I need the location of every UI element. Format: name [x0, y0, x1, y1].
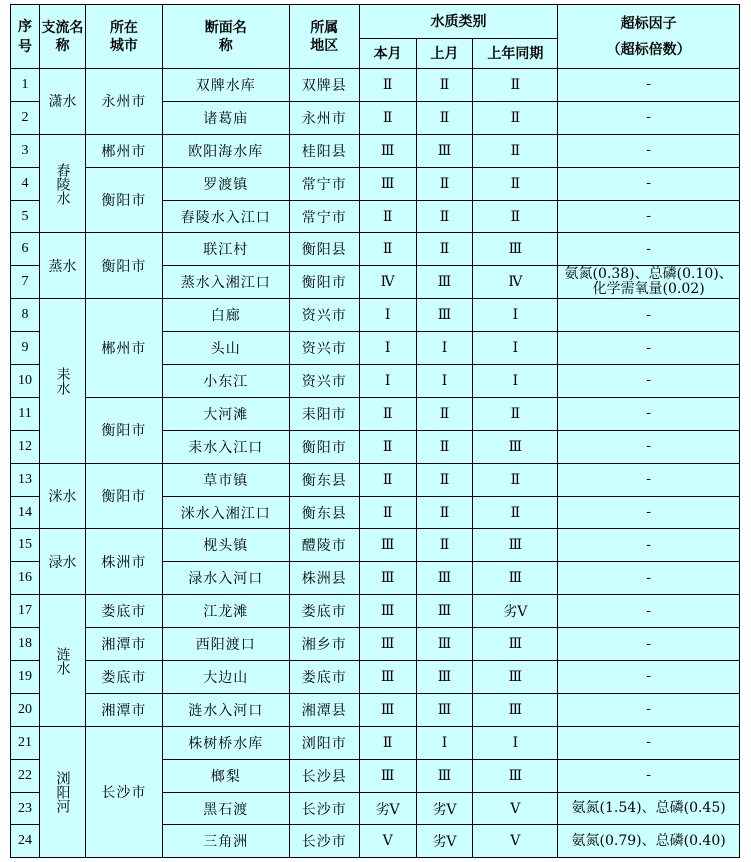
quality-this-month-cell: Ⅲ — [359, 167, 416, 200]
quality-this-month-cell: Ⅳ — [359, 266, 416, 299]
quality-this-month-cell: Ⅲ — [359, 693, 416, 726]
exceed-factor-cell: - — [558, 101, 740, 134]
header-region: 所属地区 — [289, 5, 359, 69]
quality-last-year-cell: Ⅲ — [473, 661, 558, 694]
quality-last-month-cell: Ⅲ — [416, 562, 473, 595]
region-cell: 资兴市 — [289, 365, 359, 398]
quality-last-month-cell: Ⅱ — [416, 496, 473, 529]
quality-this-month-cell: Ⅲ — [359, 759, 416, 792]
header-last-month: 上月 — [416, 39, 473, 69]
quality-last-month-cell: Ⅱ — [416, 69, 473, 102]
table-body — [11, 69, 740, 858]
branch-cell: 渌水 — [39, 529, 85, 595]
city-cell: 衡阳市 — [85, 167, 162, 233]
exceed-factor-cell: - — [558, 397, 740, 430]
quality-this-month-cell: Ⅱ — [359, 397, 416, 430]
quality-last-year-cell: Ⅲ — [473, 562, 558, 595]
region-cell: 湘潭县 — [289, 693, 359, 726]
seq-cell: 24 — [11, 825, 40, 858]
region-cell: 长沙县 — [289, 759, 359, 792]
quality-last-month-cell: Ⅱ — [416, 200, 473, 233]
seq-cell: 9 — [11, 332, 40, 365]
quality-this-month-cell: Ⅰ — [359, 299, 416, 332]
quality-last-year-cell: Ⅲ — [473, 628, 558, 661]
seq-cell: 22 — [11, 759, 40, 792]
seq-cell: 10 — [11, 365, 40, 398]
city-cell: 永州市 — [85, 69, 162, 135]
seq-cell: 23 — [11, 792, 40, 825]
quality-last-month-cell: Ⅲ — [416, 693, 473, 726]
city-cell: 衡阳市 — [85, 463, 162, 529]
region-cell: 醴陵市 — [289, 529, 359, 562]
quality-this-month-cell: Ⅱ — [359, 101, 416, 134]
region-cell: 浏阳市 — [289, 726, 359, 759]
region-cell: 长沙市 — [289, 825, 359, 858]
quality-this-month-cell: 劣Ⅴ — [359, 792, 416, 825]
exceed-factor-cell: 氨氮(0.38)、总磷(0.10)、化学需氧量(0.02) — [558, 266, 740, 299]
quality-this-month-cell: Ⅲ — [359, 595, 416, 628]
quality-last-year-cell: 劣Ⅴ — [473, 595, 558, 628]
quality-this-month-cell: Ⅰ — [359, 332, 416, 365]
region-cell: 常宁市 — [289, 167, 359, 200]
header-this-month: 本月 — [359, 39, 416, 69]
region-cell: 衡东县 — [289, 463, 359, 496]
section-cell: 白廊 — [162, 299, 289, 332]
quality-this-month-cell: Ⅲ — [359, 562, 416, 595]
quality-this-month-cell: Ⅱ — [359, 496, 416, 529]
city-cell: 郴州市 — [85, 299, 162, 398]
exceed-factor-cell: - — [558, 430, 740, 463]
seq-cell: 16 — [11, 562, 40, 595]
section-cell: 联江村 — [162, 233, 289, 266]
exceed-factor-cell: - — [558, 200, 740, 233]
exceed-factor-cell: 氨氮(1.54)、总磷(0.45) — [558, 792, 740, 825]
section-cell: 蒸水入湘江口 — [162, 266, 289, 299]
section-cell: 榔梨 — [162, 759, 289, 792]
seq-cell: 6 — [11, 233, 40, 266]
branch-cell: 洣水 — [39, 463, 85, 529]
table-row — [11, 693, 740, 726]
section-cell: 渌水入河口 — [162, 562, 289, 595]
seq-cell: 13 — [11, 463, 40, 496]
table-row — [11, 167, 740, 200]
region-cell: 长沙市 — [289, 792, 359, 825]
region-cell: 衡阳市 — [289, 430, 359, 463]
table-row — [11, 529, 740, 562]
branch-cell: 舂陵水 — [39, 134, 85, 233]
region-cell: 资兴市 — [289, 299, 359, 332]
exceed-factor-cell: - — [558, 496, 740, 529]
quality-last-year-cell: Ⅱ — [473, 69, 558, 102]
section-cell: 三角洲 — [162, 825, 289, 858]
seq-cell: 8 — [11, 299, 40, 332]
quality-last-month-cell: 劣Ⅴ — [416, 792, 473, 825]
quality-last-month-cell: Ⅱ — [416, 529, 473, 562]
table-row — [11, 628, 740, 661]
city-cell: 衡阳市 — [85, 233, 162, 299]
quality-last-year-cell: Ⅲ — [473, 529, 558, 562]
quality-last-month-cell: Ⅱ — [416, 167, 473, 200]
section-cell: 舂陵水入江口 — [162, 200, 289, 233]
exceed-factor-cell: - — [558, 365, 740, 398]
quality-last-year-cell: Ⅴ — [473, 792, 558, 825]
section-cell: 枧头镇 — [162, 529, 289, 562]
quality-last-year-cell: Ⅰ — [473, 299, 558, 332]
region-cell: 耒阳市 — [289, 397, 359, 430]
header-branch: 支流名称 — [39, 5, 85, 69]
region-cell: 衡东县 — [289, 496, 359, 529]
section-cell: 涟水入河口 — [162, 693, 289, 726]
exceed-factor-cell: - — [558, 299, 740, 332]
quality-last-year-cell: Ⅲ — [473, 430, 558, 463]
quality-last-year-cell: Ⅱ — [473, 397, 558, 430]
city-cell: 娄底市 — [85, 595, 162, 628]
table-row — [11, 726, 740, 759]
quality-last-month-cell: Ⅲ — [416, 299, 473, 332]
quality-last-month-cell: Ⅲ — [416, 134, 473, 167]
quality-last-month-cell: Ⅰ — [416, 332, 473, 365]
region-cell: 常宁市 — [289, 200, 359, 233]
seq-cell: 12 — [11, 430, 40, 463]
exceed-factor-cell: - — [558, 167, 740, 200]
quality-this-month-cell: Ⅲ — [359, 134, 416, 167]
quality-last-month-cell: 劣Ⅴ — [416, 825, 473, 858]
exceed-factor-cell: - — [558, 332, 740, 365]
seq-cell: 19 — [11, 661, 40, 694]
city-cell: 湘潭市 — [85, 628, 162, 661]
section-cell: 大边山 — [162, 661, 289, 694]
seq-cell: 5 — [11, 200, 40, 233]
seq-cell: 1 — [11, 69, 40, 102]
quality-last-year-cell: Ⅲ — [473, 693, 558, 726]
section-cell: 小东江 — [162, 365, 289, 398]
seq-cell: 2 — [11, 101, 40, 134]
quality-last-month-cell: Ⅱ — [416, 430, 473, 463]
branch-cell: 涟水 — [39, 595, 85, 727]
region-cell: 衡阳市 — [289, 266, 359, 299]
city-cell: 株洲市 — [85, 529, 162, 595]
region-cell: 娄底市 — [289, 661, 359, 694]
section-cell: 株树桥水库 — [162, 726, 289, 759]
section-cell: 欧阳海水库 — [162, 134, 289, 167]
quality-last-month-cell: Ⅱ — [416, 397, 473, 430]
table-row — [11, 233, 740, 266]
quality-last-year-cell: Ⅱ — [473, 167, 558, 200]
branch-cell: 潇水 — [39, 69, 85, 135]
quality-this-month-cell: Ⅱ — [359, 69, 416, 102]
branch-cell: 耒水 — [39, 299, 85, 463]
city-cell: 湘潭市 — [85, 693, 162, 726]
table-row — [11, 595, 740, 628]
exceed-factor-cell: - — [558, 661, 740, 694]
table-row — [11, 299, 740, 332]
exceed-factor-cell: - — [558, 134, 740, 167]
quality-last-month-cell: Ⅲ — [416, 628, 473, 661]
region-cell: 衡阳县 — [289, 233, 359, 266]
seq-cell: 11 — [11, 397, 40, 430]
quality-last-month-cell: Ⅲ — [416, 266, 473, 299]
region-cell: 双牌县 — [289, 69, 359, 102]
region-cell: 永州市 — [289, 101, 359, 134]
exceed-factor-cell: - — [558, 529, 740, 562]
exceed-factor-cell: - — [558, 759, 740, 792]
seq-cell: 20 — [11, 693, 40, 726]
table-row — [11, 397, 740, 430]
quality-this-month-cell: Ⅱ — [359, 233, 416, 266]
section-cell: 双牌水库 — [162, 69, 289, 102]
quality-this-month-cell: Ⅲ — [359, 661, 416, 694]
quality-this-month-cell: Ⅱ — [359, 726, 416, 759]
quality-last-year-cell: Ⅱ — [473, 200, 558, 233]
exceed-factor-cell: - — [558, 463, 740, 496]
header-seq: 序号 — [11, 5, 40, 69]
city-cell: 郴州市 — [85, 134, 162, 167]
table-row — [11, 661, 740, 694]
quality-this-month-cell: Ⅴ — [359, 825, 416, 858]
section-cell: 江龙滩 — [162, 595, 289, 628]
quality-this-month-cell: Ⅱ — [359, 200, 416, 233]
region-cell: 桂阳县 — [289, 134, 359, 167]
quality-last-year-cell: Ⅱ — [473, 101, 558, 134]
header-last-year: 上年同期 — [473, 39, 558, 69]
seq-cell: 18 — [11, 628, 40, 661]
quality-last-year-cell: Ⅱ — [473, 134, 558, 167]
quality-last-year-cell: Ⅲ — [473, 759, 558, 792]
section-cell: 头山 — [162, 332, 289, 365]
exceed-factor-cell: 氨氮(0.79)、总磷(0.40) — [558, 825, 740, 858]
section-cell: 黑石渡 — [162, 792, 289, 825]
quality-last-year-cell: Ⅲ — [473, 233, 558, 266]
table-header — [11, 5, 740, 69]
table-row — [11, 134, 740, 167]
quality-last-month-cell: Ⅲ — [416, 661, 473, 694]
quality-this-month-cell: Ⅲ — [359, 529, 416, 562]
quality-this-month-cell: Ⅱ — [359, 430, 416, 463]
table-row — [11, 69, 740, 102]
quality-last-month-cell: Ⅱ — [416, 233, 473, 266]
quality-this-month-cell: Ⅲ — [359, 628, 416, 661]
quality-last-year-cell: Ⅳ — [473, 266, 558, 299]
quality-last-month-cell: Ⅱ — [416, 463, 473, 496]
quality-last-year-cell: Ⅰ — [473, 365, 558, 398]
exceed-factor-cell: - — [558, 693, 740, 726]
exceed-factor-cell: - — [558, 562, 740, 595]
header-exceed-title: 超标因子 — [620, 15, 677, 32]
quality-last-month-cell: Ⅲ — [416, 595, 473, 628]
section-cell: 罗渡镇 — [162, 167, 289, 200]
city-cell: 长沙市 — [85, 726, 162, 858]
quality-last-month-cell: Ⅲ — [416, 759, 473, 792]
exceed-factor-cell: - — [558, 595, 740, 628]
quality-last-month-cell: Ⅰ — [416, 726, 473, 759]
quality-this-month-cell: Ⅱ — [359, 463, 416, 496]
section-cell: 洣水入湘江口 — [162, 496, 289, 529]
header-section: 断面名称 — [162, 5, 289, 69]
section-cell: 草市镇 — [162, 463, 289, 496]
region-cell: 株洲县 — [289, 562, 359, 595]
exceed-factor-cell: - — [558, 726, 740, 759]
region-cell: 娄底市 — [289, 595, 359, 628]
seq-cell: 21 — [11, 726, 40, 759]
quality-last-year-cell: Ⅰ — [473, 332, 558, 365]
section-cell: 诸葛庙 — [162, 101, 289, 134]
quality-last-year-cell: Ⅱ — [473, 496, 558, 529]
quality-last-year-cell: Ⅴ — [473, 825, 558, 858]
water-quality-table — [10, 4, 740, 858]
table-row — [11, 463, 740, 496]
water-quality-table-container — [10, 4, 740, 858]
city-cell: 衡阳市 — [85, 397, 162, 463]
seq-cell: 3 — [11, 134, 40, 167]
section-cell: 西阳渡口 — [162, 628, 289, 661]
quality-last-year-cell: Ⅰ — [473, 726, 558, 759]
seq-cell: 7 — [11, 266, 40, 299]
branch-cell: 浏阳河 — [39, 726, 85, 858]
exceed-factor-cell: - — [558, 69, 740, 102]
header-exceed — [558, 5, 740, 69]
seq-cell: 17 — [11, 595, 40, 628]
section-cell: 大河滩 — [162, 397, 289, 430]
region-cell: 湘乡市 — [289, 628, 359, 661]
header-city: 所在城市 — [85, 5, 162, 69]
header-water-quality: 水质类别 — [359, 5, 558, 39]
branch-cell: 蒸水 — [39, 233, 85, 299]
quality-last-year-cell: Ⅱ — [473, 463, 558, 496]
quality-last-month-cell: Ⅱ — [416, 101, 473, 134]
section-cell: 耒水入江口 — [162, 430, 289, 463]
quality-this-month-cell: Ⅰ — [359, 365, 416, 398]
quality-last-month-cell: Ⅰ — [416, 365, 473, 398]
seq-cell: 14 — [11, 496, 40, 529]
header-exceed-subtitle: （超标倍数） — [606, 41, 691, 58]
region-cell: 资兴市 — [289, 332, 359, 365]
seq-cell: 15 — [11, 529, 40, 562]
seq-cell: 4 — [11, 167, 40, 200]
city-cell: 娄底市 — [85, 661, 162, 694]
exceed-factor-cell: - — [558, 628, 740, 661]
exceed-factor-cell: - — [558, 233, 740, 266]
